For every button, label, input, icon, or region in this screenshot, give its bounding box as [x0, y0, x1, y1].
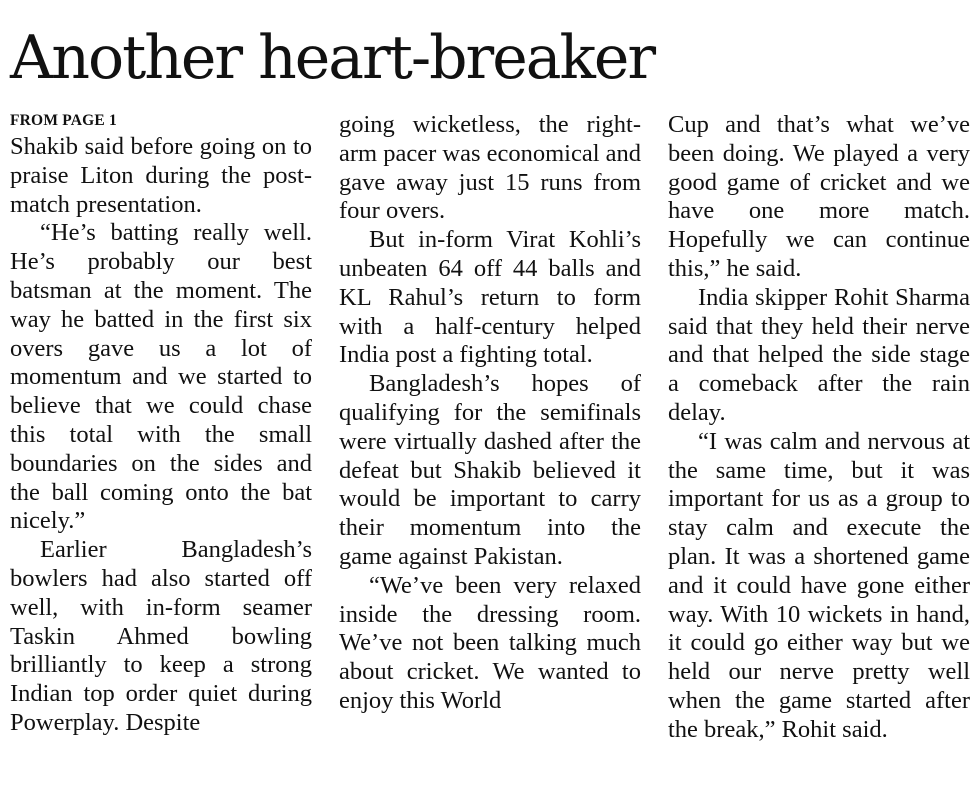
article-paragraph: “He’s batting really well. He’s probably our best batsman at the moment. The way he batted in the first six overs gave us a lot of momentum and we started to believe that we could chase this total with the small boundaries on the sides and the ball coming onto the bat nicely.” [10, 219, 312, 535]
article-headline: Another heart-breaker [10, 23, 655, 93]
article-paragraph: “I was calm and nervous at the same time, but it was important for us as a group to stay calm and execute the plan. It was a shortened game and it could have gone either way. With 10 wickets in hand, it could go either way but we held our nerve pretty well when the game started after the break,” Rohit said. [668, 427, 970, 743]
article-column-3 [668, 111, 970, 783]
article-paragraph: But in-form Virat Kohli’s unbeaten 64 off 44 balls and KL Rahul’s return to form with a half-century helped India post a fighting total. [339, 226, 641, 369]
article-paragraph: Cup and that’s what we’ve been doing. We played a very good game of cricket and we have one more match. Hopefully we can continue this,” he said. [668, 111, 970, 282]
article-paragraph: India skipper Rohit Sharma said that they held their nerve and that helped the side stage a comeback after the rain delay. [668, 283, 970, 426]
article-column-2 [339, 111, 641, 783]
article-paragraph: Earlier Bangladesh’s bowlers had also started off well, with in-form seamer Taskin Ahmed bowling brilliantly to keep a strong Indian top order quiet during Powerplay. Despite [10, 536, 312, 736]
article-column-1 [10, 111, 312, 783]
continued-from-label: FROM PAGE 1 [10, 112, 117, 129]
article-paragraph: Bangladesh’s hopes of qualifying for the semifinals were virtually dashed after the defeat but Shakib believed it would be important to carry their momentum into the game against Pakistan. [339, 370, 641, 570]
article-paragraph: going wicketless, the right-arm pacer was economical and gave away just 15 runs from four overs. [339, 111, 641, 225]
article-paragraph: Shakib said before going on to praise Liton during the post-match presentation. [10, 133, 312, 218]
article-paragraph: “We’ve been very relaxed inside the dressing room. We’ve not been talking much about cricket. We wanted to enjoy this World [339, 571, 641, 714]
